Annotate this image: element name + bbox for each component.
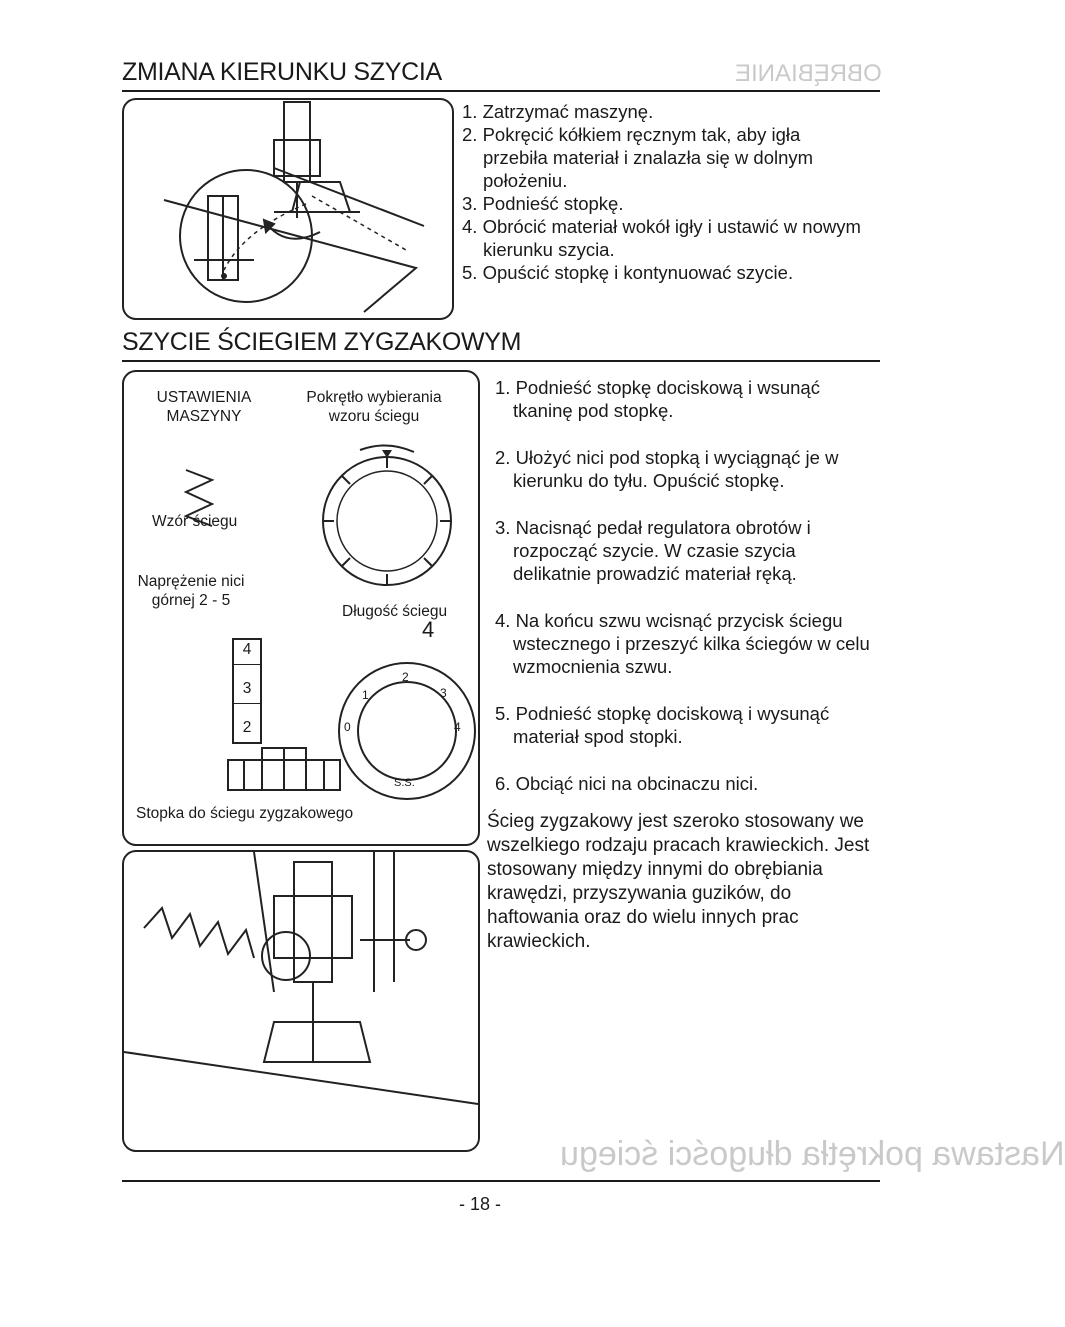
step-item: 1. Zatrzymać maszynę. [462, 101, 654, 122]
section-title-zigzag: SZYCIE ŚCIEGIEM ZYGZAKOWYM [122, 328, 522, 356]
step-item: 4. Na końcu szwu wcisnąć przycisk ściegu wstecznego i przeszyć kilka ściegów w celu wzmocnienia szwu. [495, 610, 870, 677]
step-item: 6. Obciąć nici na obcinaczu nici. [495, 773, 759, 794]
selector-knob-label: Pokrętło wybierania wzoru ściegu [306, 389, 442, 425]
tension-scale [232, 638, 262, 744]
pattern-selector-dial-icon [312, 446, 462, 596]
step-item: 5. Podnieść stopkę dociskową i wysunąć materiał spod stopki. [495, 703, 830, 747]
step-item: 2. Ułożyć nici pod stopką i wyciągnąć je w kierunku do tyłu. Opuścić stopkę. [495, 447, 839, 491]
dial-mark: 4 [454, 720, 461, 734]
tension-mark: 3 [234, 665, 260, 704]
section-rule [122, 90, 880, 92]
illustration-change-direction [122, 98, 454, 320]
step-item: 2. Pokręcić kółkiem ręcznym tak, aby igła przebiła materiał i znalazła się w dolnym położeniu. [462, 124, 814, 191]
zigzag-note: Ścieg zygzakowy jest szeroko stosowany we wszelkiego rodzaju pracach krawieckich. Jest stosowany między innymi do obrębiania krawędzi, przyszywania guzików, do haftowania oraz do wielu innych prac krawieckich. [487, 811, 870, 952]
steps-zigzag [495, 376, 875, 795]
bleed-through-text: OBRĘBIANIE [735, 60, 882, 87]
presser-foot-label: Stopka do ściegu zygzakowego [136, 805, 354, 822]
illustration-zigzag-sewing [122, 850, 480, 1152]
step-item: 1. Podnieść stopkę dociskową i wsunąć tkaninę pod stopkę. [495, 377, 820, 421]
page-number: - 18 - [458, 1194, 501, 1214]
dial-mark: 3 [440, 686, 447, 700]
dial-mark: S.S. [394, 777, 415, 789]
stitch-length-label: Długość ściegu [342, 603, 448, 620]
footer-rule [122, 1180, 880, 1182]
zigzag-presser-foot-icon [224, 740, 344, 800]
bleed-through-text: Nastawa pokrętła długości ściegu [560, 1135, 1065, 1173]
tension-mark: 4 [234, 640, 260, 665]
step-item: 3. Podnieść stopkę. [462, 193, 624, 214]
section-title-direction: ZMIANA KIERUNKU SZYCIA [122, 58, 442, 86]
settings-panel [122, 370, 480, 846]
stitch-length-value: 4 [422, 617, 435, 642]
sewing-machine-needle-illustration [124, 100, 452, 318]
steps-change-direction [462, 100, 862, 284]
stitch-length-dial [338, 662, 476, 800]
step-item: 4. Obrócić materiał wokół igły i ustawić w nowym kierunku szycia. [462, 216, 861, 260]
step-item: 3. Nacisnąć pedał regulatora obrotów i rozpocząć szycie. W czasie szycia delikatnie prowadzić materiał ręką. [495, 517, 811, 584]
dial-mark: 2 [402, 670, 409, 684]
zigzag-sewing-illustration [124, 852, 478, 1150]
thread-tension-label: Naprężenie nici górnej 2 - 5 [137, 573, 245, 609]
stitch-pattern-label: Wzór ściegu [152, 513, 238, 530]
dial-mark: 1 [362, 688, 369, 702]
section-rule [122, 360, 880, 362]
tension-mark: 2 [242, 719, 252, 736]
step-item: 5. Opuścić stopkę i kontynuować szycie. [462, 262, 794, 283]
dial-mark: 0 [344, 720, 351, 734]
machine-settings-label: USTAWIENIA MASZYNY [156, 389, 252, 425]
